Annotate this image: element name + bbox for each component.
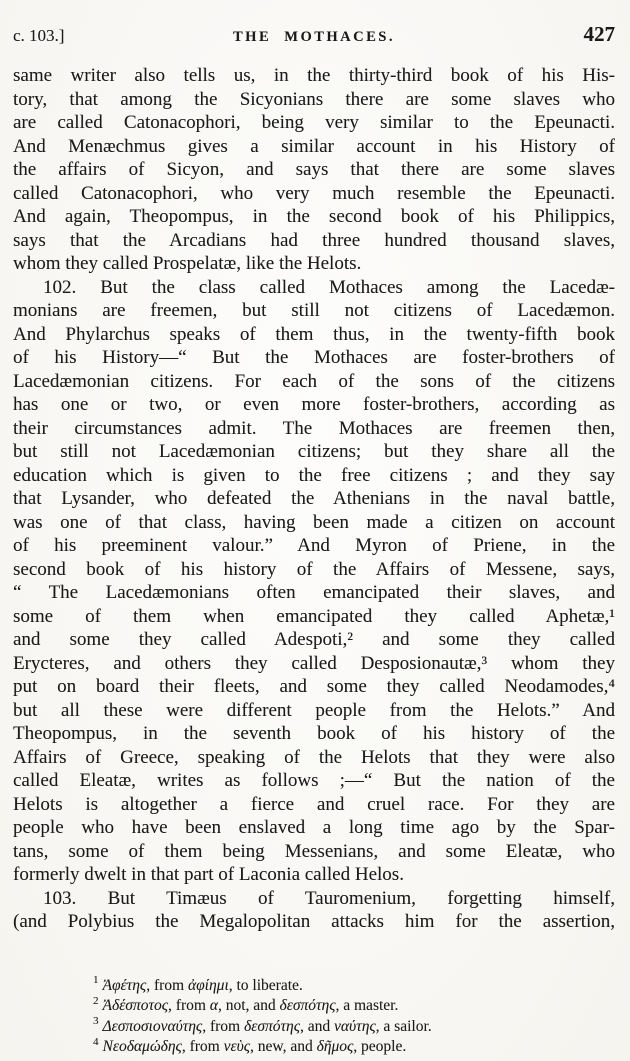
text-line: but all these were different people from the Helots.” And — [13, 699, 615, 721]
text-line: monians are freemen, but still not citizens of Lacedæmon. — [13, 300, 615, 321]
footnote — [13, 1037, 615, 1058]
text-line: their circumstances admit. The Mothaces are freemen then, — [13, 417, 615, 439]
greek-term: Νεοδαμώδης — [102, 1038, 182, 1055]
footnote — [13, 996, 615, 1017]
text-line: And Phylarchus speaks of them thus, in the twenty-fifth book — [13, 323, 615, 345]
text-line: people who have been enslaved a long time ago by the Spar- — [13, 817, 615, 838]
text-line: are called Catonacophori, being very similar to the Epeunacti. — [13, 112, 615, 133]
text-line: put on board their fleets, and some they called Neodamodes,⁴ — [13, 676, 615, 697]
text-line: education which is given to the free citizens ; and they say — [13, 464, 615, 486]
text-line: called Eleatæ, writes as follows ;—“ But the nation of the — [13, 770, 615, 791]
greek-term: δεσπότης — [244, 1017, 300, 1035]
text-line: of his preeminent valour.” And Myron of Priene, in the — [13, 535, 615, 556]
footnote-marker: 3 — [93, 1015, 99, 1028]
footnote — [13, 1017, 615, 1038]
text-line: was one of that class, having been made a citizen on account — [13, 511, 615, 533]
greek-term: α — [209, 997, 218, 1014]
greek-term: δῆμος — [316, 1038, 354, 1055]
text-line: Erycteres, and others they called Desposionautæ,³ whom they — [13, 652, 615, 674]
greek-term: Ἀδέσποτος — [102, 997, 169, 1014]
running-header — [13, 22, 615, 56]
text-line: 102. But the class called Mothaces among the Lacedæ- — [43, 276, 615, 298]
footnote-marker: 4 — [93, 1035, 99, 1048]
page-title: THE MOTHACES. — [233, 29, 395, 45]
footnote-marker: 1 — [93, 974, 99, 987]
footnote — [13, 976, 615, 997]
text-line: second book of his history of the Affairs of Messene, says, — [13, 558, 615, 580]
text-line: Lacedæmonian citizens. For each of the sons of the citizens — [13, 370, 615, 392]
text-line: Affairs of Greece, speaking of the Helots that they were also — [13, 746, 615, 768]
footnote-text: , from — [146, 976, 188, 994]
text-line: “ The Lacedæmonians often emancipated their slaves, and — [13, 582, 615, 603]
text-line: says that the Arcadians had three hundred thousand slaves, — [13, 229, 615, 251]
text-line: formerly dwelt in that part of Laconia called Helos. — [13, 864, 404, 885]
chapter-marker: c. 103.] — [13, 26, 65, 45]
page-number: 427 — [583, 22, 615, 46]
paragraph-3 — [13, 887, 615, 934]
footnote-text: , from — [181, 1038, 224, 1055]
footnote-text: , a master. — [335, 997, 399, 1014]
footnote-text: , people. — [353, 1038, 407, 1055]
greek-term: ἀφίημι — [187, 976, 229, 994]
paragraph-1 — [13, 64, 615, 276]
footnotes — [13, 976, 615, 1058]
text-line: called Catonacophori, who very much resemble the Epeunacti. — [13, 182, 615, 204]
text-line: Theopompus, in the seventh book of his history of the — [13, 723, 615, 744]
greek-term: νεὺς — [223, 1038, 250, 1055]
footnote-text: , and — [300, 1017, 335, 1035]
footnote-text: , a sailor. — [375, 1017, 432, 1035]
footnote-marker: 2 — [93, 994, 99, 1007]
text-line: whom they called Prospelatæ, like the Helots. — [13, 253, 362, 274]
paragraph-2 — [13, 276, 615, 887]
greek-term: Δεσποσιοναύτης — [102, 1017, 203, 1035]
page-body — [13, 64, 615, 934]
text-line: has one or two, or even more foster-brothers, according as — [13, 394, 615, 415]
text-line: And again, Theopompus, in the second book of his Philippics, — [13, 206, 615, 227]
greek-term: δεσπότης — [279, 997, 336, 1014]
footnote-text: , to liberate. — [228, 976, 303, 994]
greek-term: Ἀφέτης — [102, 976, 147, 994]
greek-term: ναύτης — [334, 1017, 376, 1035]
text-line: same writer also tells us, in the thirty-third book of his His- — [13, 65, 615, 86]
text-line: but still not Lacedæmonian citizens; but they share all the — [13, 441, 615, 462]
text-line: the affairs of Sicyon, and says that there are some slaves — [13, 159, 615, 180]
text-line: 103. But Timæus of Tauromenium, forgetting himself, — [43, 887, 615, 909]
text-line: of his History—“ But the Mothaces are foster-brothers of — [13, 347, 615, 368]
footnote-text: , from — [202, 1017, 244, 1035]
text-line: tans, some of them being Messenians, and some Eleatæ, who — [13, 840, 615, 862]
text-line: that Lysander, who defeated the Athenians in the naval battle, — [13, 488, 615, 509]
footnote-text: , new, and — [250, 1038, 317, 1055]
footnote-text: , not, and — [217, 997, 280, 1014]
text-line: and some they called Adespoti,² and some they called — [13, 629, 615, 650]
text-line: (and Polybius the Megalopolitan attacks him for the assertion, — [13, 911, 615, 932]
text-line: Helots is altogether a fierce and cruel race. For they are — [13, 793, 615, 815]
text-line: And Menæchmus gives a similar account in his History of — [13, 135, 615, 157]
footnote-text: , from — [168, 997, 210, 1014]
text-line: tory, that among the Sicyonians there are some slaves who — [13, 88, 615, 110]
text-line: some of them when emancipated they called Aphetæ,¹ — [13, 605, 615, 627]
